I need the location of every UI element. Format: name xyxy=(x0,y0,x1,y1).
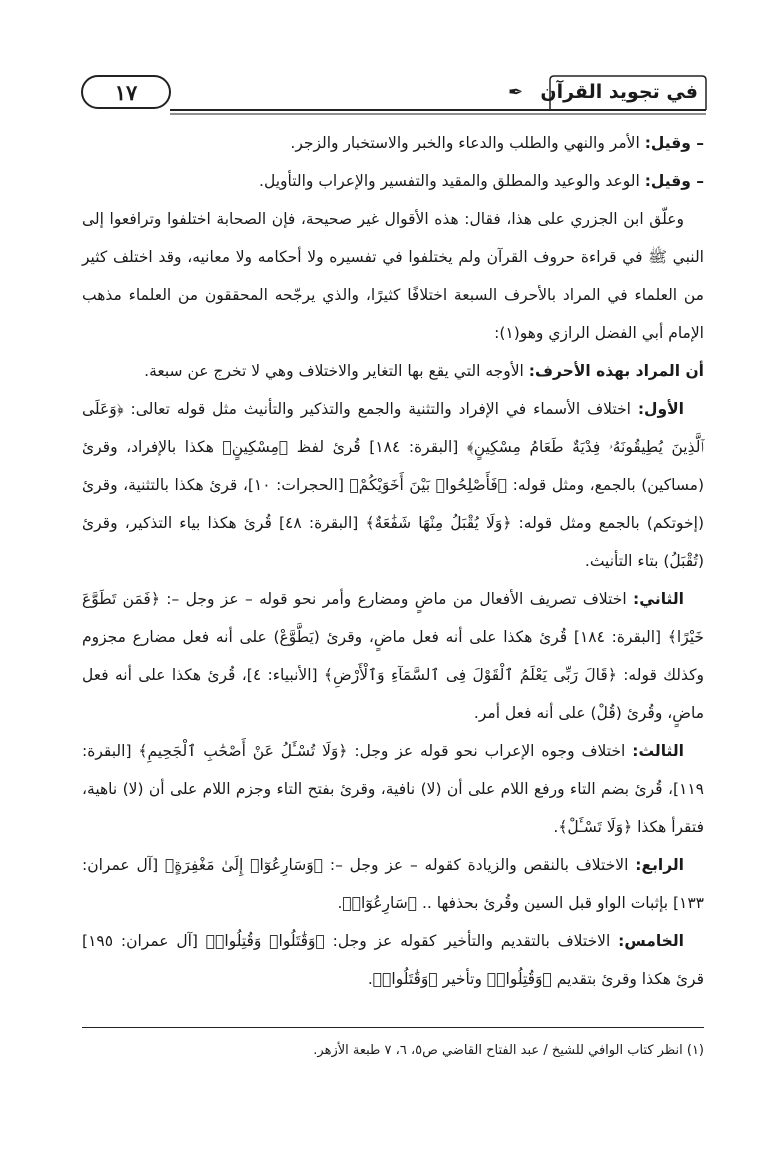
paragraph-text: الأمر والنهي والطلب والدعاء والخبر والاستخبار والزجر. xyxy=(290,134,645,152)
main-text xyxy=(82,124,704,998)
paragraph-lead: – وقيل: xyxy=(644,172,704,190)
page-number: ١٧ xyxy=(114,79,138,105)
paragraph xyxy=(82,200,704,352)
paragraph-text: اختلاف الأسماء في الإفراد والتثنية والجمع والتذكير والتأنيث مثل قوله تعالى: ﴿وَعَلَى ٱلَّذِينَ يُطِيقُونَهُۥ فِدْيَةٌ طَعَامُ مِسْكِينٍ﴾ [البقرة: ١٨٤] قُرئ لفظ ﴿مِسْكِينٍ﴾ هكذا بالإفراد، وقرئ (مساكين) بالجمع، ومثل قوله: ﴿فَأَصْلِحُوا۟ بَيْنَ أَخَوَيْكُمْ﴾ [الحجرات: ١٠]، قرئ هكذا بالتثنية، وقرئ (إخوتكم) بالجمع ومثل قوله: ﴿وَلَا يُقْبَلُ مِنْهَا شَفَٰعَةٌ﴾ [البقرة: ٤٨] قُرئ هكذا بياء التذكير، وقرئ (تُقْبَلُ) بتاء التأنيث. xyxy=(82,400,704,570)
inkwell-icon: ✒ xyxy=(508,82,524,103)
paragraph-text: وعلّق ابن الجزري على هذا، فقال: هذه الأقوال غير صحيحة، فإن الصحابة اختلفوا وترافعوا إلى النبي ﷺ في قراءة حروف القرآن ولم يختلفوا في تفسيره ولا أحكامه ولا معانيه، وقد اختلف كثير من العلماء في المراد بالأحرف السبعة اختلافًا كثيرًا، والذي يرجّحه المحققون من العلماء مذهب الإمام أبي الفضل الرازي وهو(١): xyxy=(82,210,704,342)
paragraph xyxy=(82,580,704,732)
paragraph-lead: الثالث: xyxy=(632,742,684,760)
paragraph-text: الاختلاف بالنقص والزيادة كقوله – عز وجل –: ﴿وَسَارِعُوٓا۟ إِلَىٰ مَغْفِرَةٍ﴾ [آل عمران: ١٣٣] بإثبات الواو قبل السين وقُرئ بحذفها .. ﴿سَارِعُوٓا۟﴾. xyxy=(82,856,704,912)
paragraph-text: الوعد والوعيد والمطلق والمقيد والتفسير والإعراب والتأويل. xyxy=(259,172,645,190)
paragraph-lead: الخامس: xyxy=(618,932,684,950)
paragraph xyxy=(82,732,704,846)
paragraph-lead: الرابع: xyxy=(635,856,684,874)
paragraph-text: اختلاف وجوه الإعراب نحو قوله عز وجل: ﴿وَلَا تُسْـَٔلُ عَنْ أَصْحَٰبِ ٱلْجَحِيمِ﴾ [البقرة: ١١٩]، قُرئ بضم التاء ورفع اللام على أن (لا) نافية، وقرئ بفتح التاء وجزم اللام على أن (لا) ناهية، فتقرأ هكذا ﴿وَلَا تَسْـَٔلْ﴾. xyxy=(82,742,704,836)
paragraph-lead: – وقيل: xyxy=(644,134,704,152)
paragraph xyxy=(82,846,704,922)
paragraph-lead: الثاني: xyxy=(633,590,684,608)
paragraph xyxy=(82,124,704,162)
page-header xyxy=(80,74,708,116)
paragraph xyxy=(82,922,704,998)
paragraph-text: اختلاف تصريف الأفعال من ماضٍ ومضارع وأمر نحو قوله – عز وجل –: ﴿فَمَن تَطَوَّعَ خَيْرًا﴾ [البقرة: ١٨٤] قُرئ هكذا على أنه فعل ماضٍ، وقرئ (يَطَّوَّعْ) على أنه فعل مضارع مجزوم وكذلك قوله: ﴿قَالَ رَبِّى يَعْلَمُ ٱلْقَوْلَ فِى ٱلسَّمَآءِ وَٱلْأَرْضِ﴾ [الأنبياء: ٤]، قُرئ هكذا على أنه فعل ماضٍ، وقُرئ (قُلْ) على أنه فعل أمر. xyxy=(82,590,705,722)
footnote: (١) انظر كتاب الوافي للشيخ / عبد الفتاح القاضي ص٥، ٦، ٧ طبعة الأزهر. xyxy=(313,1043,704,1058)
paragraph-text: الاختلاف بالتقديم والتأخير كقوله عز وجل: ﴿وَقَٰتَلُوا۟ وَقُتِلُوا۟﴾ [آل عمران: ١٩٥] قرئ هكذا وقرئ بتقديم ﴿وَقُتِلُوا۟﴾ وتأخير ﴿وَقَٰتَلُوا۟﴾. xyxy=(82,932,704,988)
paragraph xyxy=(82,390,704,580)
paragraph xyxy=(82,162,704,200)
paragraph-lead: أن المراد بهذه الأحرف: xyxy=(528,362,704,380)
paragraph-text: الأوجه التي يقع بها التغاير والاختلاف وهي لا تخرج عن سبعة. xyxy=(144,362,529,380)
paragraph xyxy=(82,352,704,390)
paragraph-lead: الأول: xyxy=(637,400,684,418)
book-title: في تجويد القرآن xyxy=(540,81,698,103)
footnote-divider xyxy=(82,1027,704,1028)
